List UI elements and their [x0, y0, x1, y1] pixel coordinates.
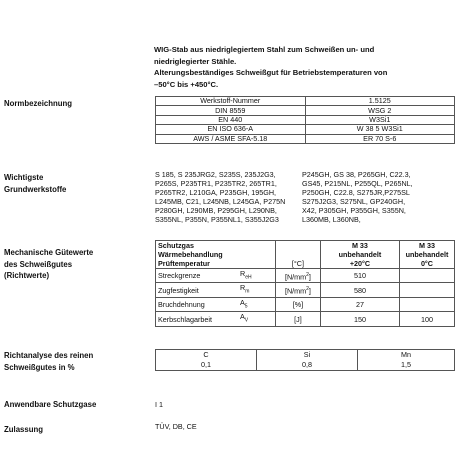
header-line: 0°C [420, 259, 433, 268]
header-cell [399, 241, 454, 269]
header-line: M 33 [418, 241, 435, 250]
materials-line: S 185, S 235JRG2, S235S, 235J2G3, [155, 170, 276, 179]
table-row [156, 97, 455, 106]
table-row [156, 106, 455, 115]
property-name: Kerbschlagarbeit [156, 312, 239, 326]
label-line: Wichtigste [4, 173, 44, 182]
property-symbol: $R_{eH}$ [238, 269, 275, 283]
property-value: 580 [320, 283, 399, 297]
description-line: –50°C bis +450°C. [154, 79, 219, 89]
description-line: WIG-Stab aus niedriglegiertem Stahl zum Schweißen un- und [154, 45, 375, 54]
header-cell [156, 241, 276, 269]
value-cell: 1,5 [358, 360, 455, 371]
header-cell [320, 241, 399, 269]
header-line: Prüftemperatur [158, 259, 210, 268]
table-row [156, 312, 455, 326]
property-name: Streckgrenze [156, 269, 239, 283]
label-line: Richtanalyse des reinen [4, 351, 94, 360]
shielding-gas-value: I 1 [155, 400, 163, 409]
property-unit: [%] [275, 297, 320, 311]
description-line: Alterungsbeständiges Schweißgut für Betriebstemperaturen von [154, 68, 388, 77]
element-cell: Si [257, 350, 358, 361]
property-name: Bruchdehnung [156, 297, 239, 311]
section-label-gase: Anwendbare Schutzgase [4, 400, 97, 409]
label-line: Grundwerkstoffe [4, 184, 67, 194]
table-cell: Werkstoff-Nummer [156, 97, 306, 106]
materials-line: P250GH, C22.8, S275JR,P275SL [302, 187, 410, 197]
property-value: 150 [320, 312, 399, 326]
materials-line: L245MB, C21, L245NB, L245GA, P275N [155, 196, 286, 206]
property-value: 27 [320, 297, 399, 311]
table-row [156, 269, 455, 283]
header-line: M 33 [351, 241, 368, 250]
header-line: unbehandelt [405, 250, 449, 259]
materials-line: S275J2G3, S275NL, GP240GH, [302, 196, 406, 206]
table-row [156, 283, 455, 297]
property-unit: $[N/mm^2]$ [275, 269, 320, 283]
header-line: unbehandelt [338, 250, 382, 259]
base-materials-right [302, 171, 413, 224]
table-cell: DIN 8559 [156, 106, 306, 115]
property-unit: [J] [275, 312, 320, 326]
table-row [156, 360, 455, 371]
section-label-zulassung: Zulassung [4, 425, 43, 434]
table-cell: AWS / ASME SFA-5.18 [156, 134, 306, 143]
property-value: 510 [320, 269, 399, 283]
table-cell: ER 70 S-6 [305, 134, 455, 143]
header-line: +20°C [349, 259, 371, 268]
materials-line: P245GH, GS 38, P265GH, C22.3, [302, 170, 411, 179]
table-row [156, 115, 455, 124]
value-cell: 0,8 [257, 360, 358, 371]
table-cell: WSG 2 [305, 106, 455, 115]
description-line: niedriglegierter Stähle. [154, 56, 237, 66]
value-cell: 0,1 [156, 360, 257, 371]
label-line: Schweißgutes in % [4, 362, 75, 372]
section-label-chem [4, 350, 93, 373]
approval-value: TÜV, DB, CE [155, 422, 197, 431]
materials-line: S355NL, P355N, P355NL1, S355J2G3 [155, 214, 279, 224]
table-row [156, 125, 455, 134]
norm-table [155, 96, 455, 144]
label-line: Mechanische Gütewerte [4, 248, 94, 257]
table-header-row [156, 350, 455, 361]
property-symbol: $R_m$ [238, 283, 275, 297]
label-line: des Schweißgutes [4, 259, 73, 269]
table-cell: 1.5125 [305, 97, 455, 106]
property-value: 100 [399, 312, 454, 326]
property-name: Zugfestigkeit [156, 283, 239, 297]
table-header-row [156, 241, 455, 269]
table-row [156, 134, 455, 143]
element-cell: C [156, 350, 257, 361]
property-value [399, 269, 454, 283]
property-unit: $[N/mm^2]$ [275, 283, 320, 297]
property-value [399, 297, 454, 311]
materials-line: P265TR2, L210GA, P235GH, 195GH, [155, 187, 277, 197]
header-line: Wärmebehandlung [158, 250, 223, 259]
base-materials-left [155, 171, 285, 224]
section-label-werkstoffe [4, 172, 66, 195]
label-line: (Richtwerte) [4, 271, 50, 280]
materials-line: P265S, P235TR1, P235TR2, 265TR1, [155, 178, 277, 188]
materials-line: P280GH, L290MB, P295GH, L290NB, [155, 205, 277, 215]
table-cell: W 38 5 W3Si1 [305, 125, 455, 134]
header-line: Schutzgas [158, 241, 194, 250]
property-symbol: $A_5$ [238, 297, 275, 311]
materials-line: X42, P305GH, P355GH, S355N, [302, 205, 406, 215]
materials-line: L360MB, L360NB, [302, 214, 361, 224]
section-label-mech [4, 247, 93, 282]
property-symbol: $A_V$ [238, 312, 275, 326]
product-description [154, 44, 454, 90]
table-cell: EN ISO 636-A [156, 125, 306, 134]
table-row [156, 297, 455, 311]
property-value [399, 283, 454, 297]
element-cell: Mn [358, 350, 455, 361]
unit-header-cell: [°C] [275, 241, 320, 269]
mechanical-properties-table [155, 240, 455, 327]
table-cell: EN 440 [156, 115, 306, 124]
table-cell: W3Si1 [305, 115, 455, 124]
section-label-norm: Normbezeichnung [4, 99, 73, 108]
chemical-analysis-table [155, 349, 455, 371]
materials-line: GS45, P215NL, P255QL, P265NL, [302, 178, 413, 188]
